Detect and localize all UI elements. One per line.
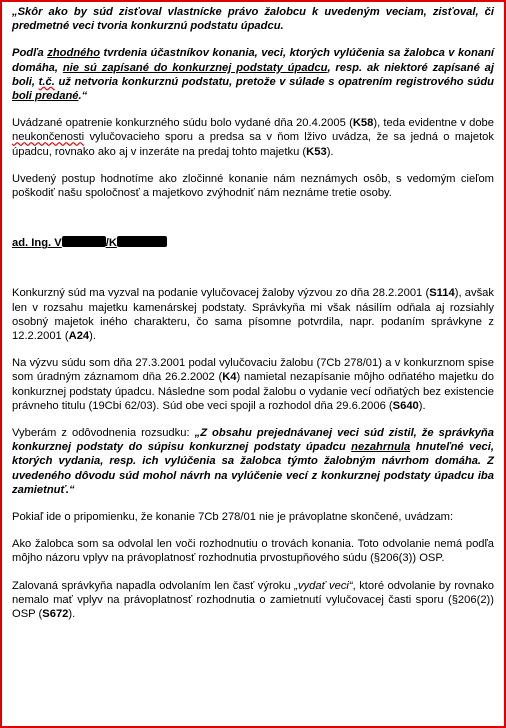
- reference-k53: K53: [306, 145, 327, 158]
- paragraph-odovodnenie: [12, 426, 494, 497]
- redaction-mark: [117, 236, 167, 247]
- quote-2-part: .“: [78, 90, 88, 103]
- quote-2-part: Podľa: [12, 47, 48, 60]
- paragraph-postup: Uvedený postup hodnotíme ako zločinné konanie nám neznámych osôb, s vedomým cieľom poškodiť našu spoločnosť a majetkovo zvýhodniť nám neznáme tretie osoby.: [12, 172, 494, 200]
- text-run: Na výzvu súdu som dňa 27.3.2001 podal vylučovaciu žalobu (7Cb 278/01) a v konkurznom spise som úradným záznamom dňa 26.2.2002 (: [12, 357, 494, 384]
- italic-quote: „vydať veci“: [294, 579, 353, 592]
- paragraph-vyzva: [12, 286, 494, 343]
- text-run: Vyberám z odôvodnenia rozsudku:: [12, 427, 195, 440]
- section-heading: [12, 236, 494, 250]
- reference-a24: A24: [68, 330, 90, 343]
- spellcheck-word: neukončenosti: [12, 131, 85, 144]
- text-run: ).: [326, 145, 334, 158]
- text-run: ) namietal nezapísanie môjho odňatého majetku do konkurznej podstaty úpadcu. Následne som podal žalobu o vydanie vecí odňatých bez existencie právneho titulu (19Cbi 62/03). Súd obe veci spojil a rozhodol dňa 29.6.2006 (: [12, 371, 495, 412]
- text-run: ).: [418, 399, 426, 412]
- quote-run: „Z obsahu prejednávanej veci súd zistil, že správkyňa konkurznej podstaty do súpisu konkurznej podstaty úpadcu: [12, 427, 494, 454]
- text-run: Zalovaná správkyňa napadla odvolaním len časť výroku: [12, 579, 295, 592]
- text-run: Konkurzný súd ma vyzval na podanie vylučovacej žaloby výzvou zo dňa 28.2.2001 (: [12, 287, 430, 300]
- heading-mid: /K: [105, 237, 117, 250]
- quote-2-part: už netvoria konkurznú podstatu, pretože v súlade s opatrením registrového súdu: [54, 75, 494, 88]
- quote-run: hnuteľné veci, ktorých vydania, resp. ich vylúčenia sa žalobca týmto žalobným návrhom domáha. Z uvedeného dôvodu súd mohol návrh na vylúčenie vecí z konkurznej podstaty úpadcu iba zamietnuť.“: [12, 441, 494, 496]
- quote-1-text: „Skôr ako by súd zisťoval vlastnícke právo žalobcu k uvedeným veciam, zisťoval, či predmetné veci tvoria konkurznú podstatu úpadcu.: [12, 6, 494, 33]
- reference-s640: S640: [392, 399, 419, 412]
- text-run: ), avšak len v rozsahu majetku kamenárskej podstaty. Správkyňa mi však násilím odňala aj rozsiahly osobný majetok iného charakteru, čo sama písomne potvrdila, napr. podaním správkyne z 12.2.2001 (: [12, 287, 494, 343]
- paragraph-pripomienka: Pokiaľ ide o pripomienku, že konanie 7Cb 278/01 nie je právoplatne skončené, uvádzam:: [12, 511, 454, 524]
- reference-k58: K58: [352, 117, 374, 130]
- text-run: ).: [68, 608, 76, 621]
- text-run: , ktoré odvolanie by rovnako nemalo mať vplyv na právoplatnosť rozhodnutia o zamietnutí vylučovacej časti sporu (§206(2)) OSP (: [12, 579, 495, 621]
- paragraph-zaloba: [12, 356, 494, 413]
- paragraph-opatrenie: [12, 116, 494, 159]
- paragraph-spravkyna: [12, 579, 494, 622]
- quote-paragraph-1: [12, 5, 494, 33]
- reference-s672: S672: [42, 608, 69, 621]
- text-run: ).: [89, 330, 96, 343]
- heading-prefix: ad. Ing. V: [12, 237, 62, 250]
- quote-2-underline: boli predané: [12, 90, 79, 103]
- quote-2-underline: zhodného: [47, 47, 101, 60]
- quote-2-spellcheck-word: t.č.: [38, 75, 55, 88]
- quote-paragraph-2: [12, 46, 494, 103]
- quote-2-part: , resp. ak niektoré zapísané aj boli,: [12, 61, 494, 88]
- redaction-mark: [62, 236, 106, 247]
- quote-underline: nezahrnula: [351, 441, 411, 454]
- text-run: Uvádzané opatrenie konkurzného súdu bolo vydané dňa 20.4.2005 (: [12, 117, 353, 130]
- text-run: ), teda evidentne v dobe: [373, 117, 494, 130]
- quote-2-part: tvrdenia účastníkov konania, veci, ktorých vylúčenia sa žalobca v konaní domáha,: [12, 47, 495, 74]
- reference-s114: S114: [429, 287, 455, 300]
- paragraph-odvolanie: Ako žalobca som sa odvolal len voči rozhodnutiu o trovách konania. Toto odvolanie nemá podľa môjho názoru vplyv na právoplatnosť rozhodnutia prvostupňového súdu (§206(3)) OSP.: [12, 538, 494, 565]
- reference-k4: K4: [222, 371, 237, 384]
- text-run: vylučovacieho sporu a predsa sa v ňom lživo uvádza, že sa jedná o majetok úpadcu, rovnako ako aj v inzeráte na predaj tohto majetku (: [12, 131, 494, 158]
- quote-2-underline: nie sú zapísané do konkurznej podstaty úpadcu: [62, 61, 328, 74]
